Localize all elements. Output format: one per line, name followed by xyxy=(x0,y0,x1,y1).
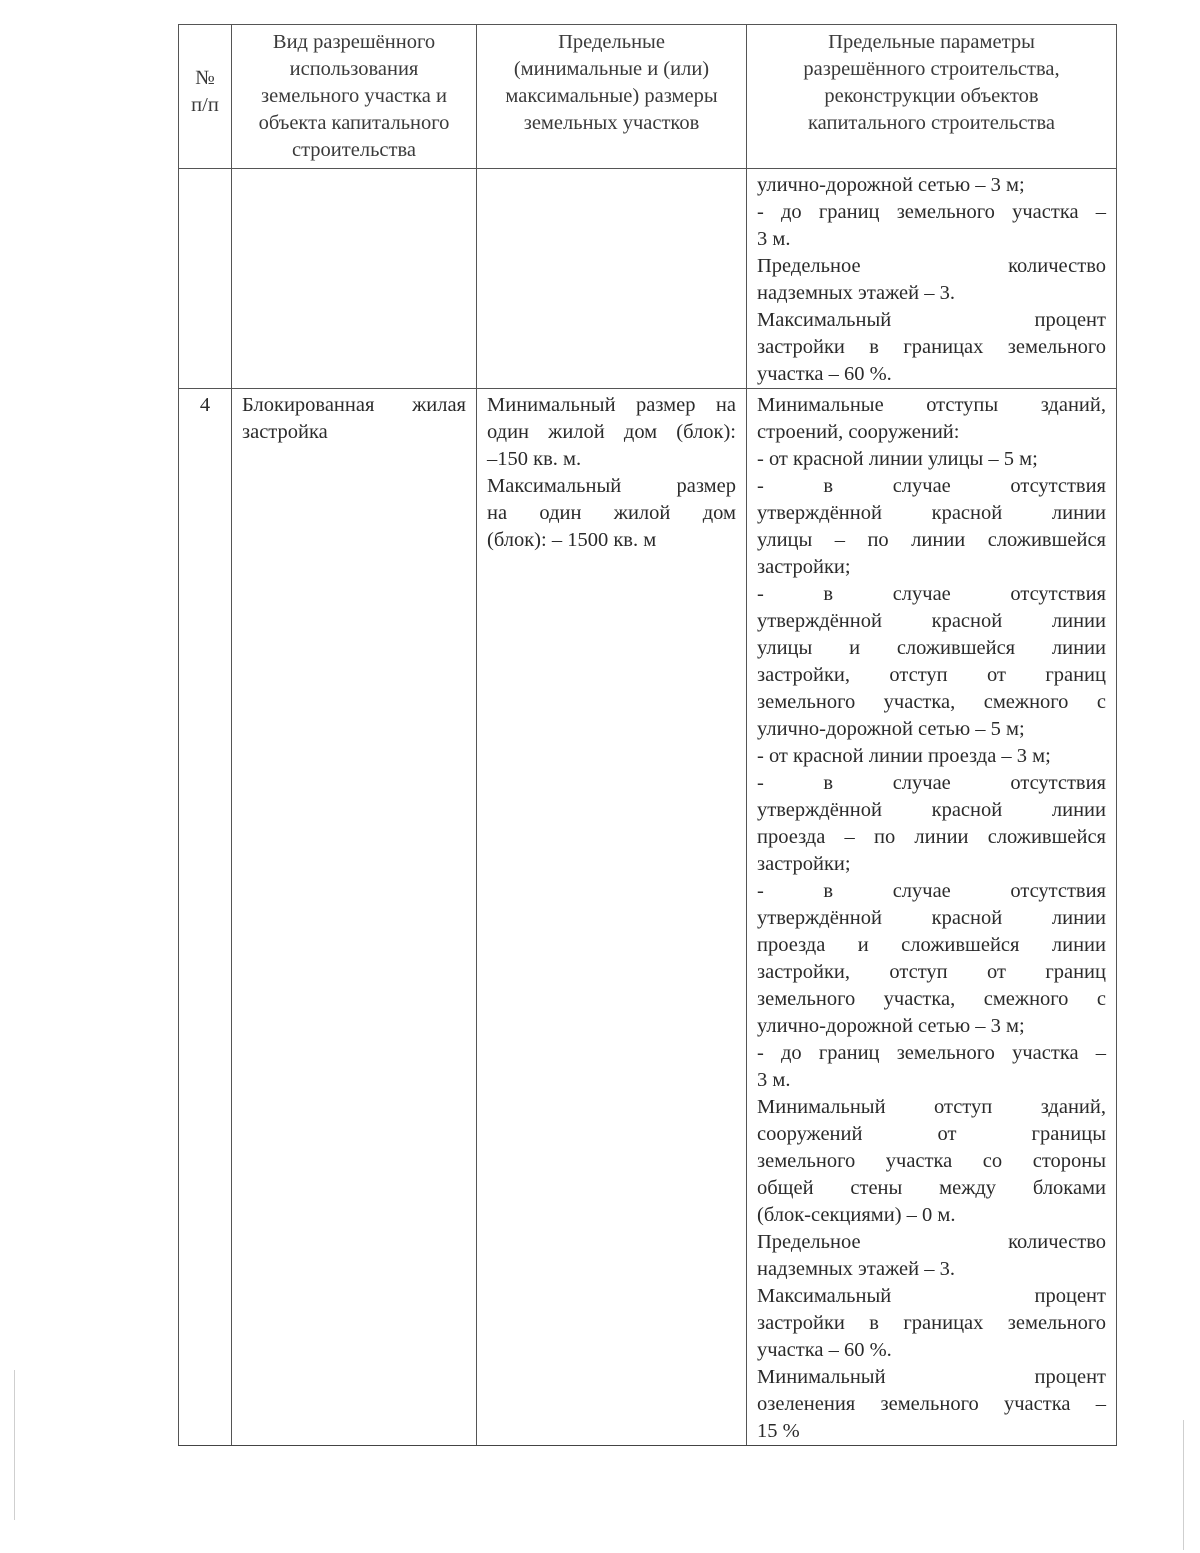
text-line: - от красной линии проезда – 3 м; xyxy=(757,745,1051,767)
header-number xyxy=(179,25,232,169)
text-line: Предельные параметры xyxy=(828,31,1035,53)
text-line: 15 % xyxy=(757,1420,800,1442)
land-use-table xyxy=(178,24,1117,1446)
cell-text xyxy=(179,25,231,123)
cell-number xyxy=(179,389,232,1446)
text-line: № xyxy=(195,67,215,89)
cell-number xyxy=(179,169,232,389)
text-line: земельного участка со стороны xyxy=(757,1150,1106,1172)
cell-permitted-use xyxy=(232,169,477,389)
text-line: (минимальные и (или) xyxy=(513,58,710,80)
text-line: - до границ земельного участка – xyxy=(757,1042,1106,1064)
text-line: Предельное количество xyxy=(757,1231,1106,1253)
text-line: земельных участков xyxy=(523,112,700,134)
text-line: застройки; xyxy=(757,556,851,578)
text-line: земельного участка, смежного с xyxy=(757,691,1106,713)
text-line: проезда – по линии сложившейся xyxy=(757,826,1106,848)
header-construction-params xyxy=(747,25,1117,169)
cell-plot-size xyxy=(477,169,747,389)
cell-text xyxy=(747,25,1116,141)
scan-edge-mark xyxy=(1183,1420,1184,1550)
cell-text xyxy=(747,389,1116,1445)
cell-text xyxy=(232,389,476,446)
text-line: застройки, отступ от границ xyxy=(757,664,1106,686)
text-line: - в случае отсутствия xyxy=(757,583,1106,605)
text-line: - в случае отсутствия xyxy=(757,475,1106,497)
text-line: Максимальный процент xyxy=(757,1285,1106,1307)
text-line: использования xyxy=(289,58,419,80)
text-line: - до границ земельного участка – xyxy=(757,201,1106,223)
text-line: капитального строительства xyxy=(808,112,1055,134)
cell-text xyxy=(232,25,476,168)
text-line: застройки; xyxy=(757,853,851,875)
cell-text xyxy=(747,169,1116,388)
header-plot-size-limits xyxy=(477,25,747,169)
text-line: улично-дорожной сетью – 3 м; xyxy=(757,1015,1025,1037)
text-line: Блокированная жилая xyxy=(242,394,466,416)
text-line: строительства xyxy=(292,139,416,161)
text-line: - в случае отсутствия xyxy=(757,880,1106,902)
text-line: улично-дорожной сетью – 3 м; xyxy=(757,174,1025,196)
scan-edge-mark xyxy=(14,1370,15,1520)
text-line: надземных этажей – 3. xyxy=(757,282,955,304)
text-line: строений, сооружений: xyxy=(757,421,960,443)
text-line: застройки, отступ от границ xyxy=(757,961,1106,983)
text-line: - от красной линии улицы – 5 м; xyxy=(757,448,1038,470)
text-line: застройки в границах земельного xyxy=(757,1312,1106,1334)
cell-text xyxy=(477,25,746,141)
text-line: Предельные xyxy=(558,31,665,53)
text-line: –150 кв. м. xyxy=(487,448,582,470)
text-line: сооружений от границы xyxy=(757,1123,1106,1145)
text-line: проезда и сложившейся линии xyxy=(757,934,1106,956)
text-line: 3 м. xyxy=(757,1069,791,1091)
text-line: разрешённого строительства, xyxy=(803,58,1060,80)
text-line: 3 м. xyxy=(757,228,791,250)
text-line: реконструкции объектов xyxy=(824,85,1039,107)
text-line: - в случае отсутствия xyxy=(757,772,1106,794)
text-line: максимальные) размеры xyxy=(505,85,718,107)
text-line: застройки в границах земельного xyxy=(757,336,1106,358)
text-line: на один жилой дом xyxy=(487,502,736,524)
text-line: озеленения земельного участка – xyxy=(757,1393,1106,1415)
text-line: утверждённой красной линии xyxy=(757,799,1106,821)
text-line: п/п xyxy=(191,94,219,116)
text-line: надземных этажей – 3. xyxy=(757,1258,955,1280)
header-permitted-use xyxy=(232,25,477,169)
text-line: Максимальный размер xyxy=(487,475,736,497)
text-line: объекта капитального xyxy=(258,112,450,134)
cell-text xyxy=(477,389,746,554)
text-line: утверждённой красной линии xyxy=(757,907,1106,929)
text-line: Максимальный процент xyxy=(757,309,1106,331)
cell-construction-params xyxy=(747,389,1117,1446)
row-number: 4 xyxy=(199,394,211,416)
text-line: утверждённой красной линии xyxy=(757,610,1106,632)
table-row-continuation xyxy=(179,169,1117,389)
text-line: улицы – по линии сложившейся xyxy=(757,529,1106,551)
text-line: улично-дорожной сетью – 5 м; xyxy=(757,718,1025,740)
text-line: Предельное количество xyxy=(757,255,1106,277)
table-header-row xyxy=(179,25,1117,169)
text-line: Минимальные отступы зданий, xyxy=(757,394,1106,416)
text-line: земельного участка, смежного с xyxy=(757,988,1106,1010)
text-line: Минимальный процент xyxy=(757,1366,1106,1388)
text-line: утверждённой красной линии xyxy=(757,502,1106,524)
cell-construction-params xyxy=(747,169,1117,389)
text-line: Минимальный отступ зданий, xyxy=(757,1096,1106,1118)
text-line: (блок): – 1500 кв. м xyxy=(487,529,657,551)
cell-plot-size xyxy=(477,389,747,1446)
text-line: участка – 60 %. xyxy=(757,1339,892,1361)
text-line: участка – 60 %. xyxy=(757,363,892,385)
text-line: (блок-секциями) – 0 м. xyxy=(757,1204,956,1226)
text-line: улицы и сложившейся линии xyxy=(757,637,1106,659)
text-line: Вид разрешённого xyxy=(272,31,436,53)
text-line: Минимальный размер на xyxy=(487,394,736,416)
table-row-4 xyxy=(179,389,1117,1446)
cell-permitted-use xyxy=(232,389,477,1446)
text-line: земельного участка и xyxy=(261,85,447,107)
text-line: один жилой дом (блок): xyxy=(487,421,736,443)
text-line: застройка xyxy=(242,421,328,443)
text-line: общей стены между блоками xyxy=(757,1177,1106,1199)
